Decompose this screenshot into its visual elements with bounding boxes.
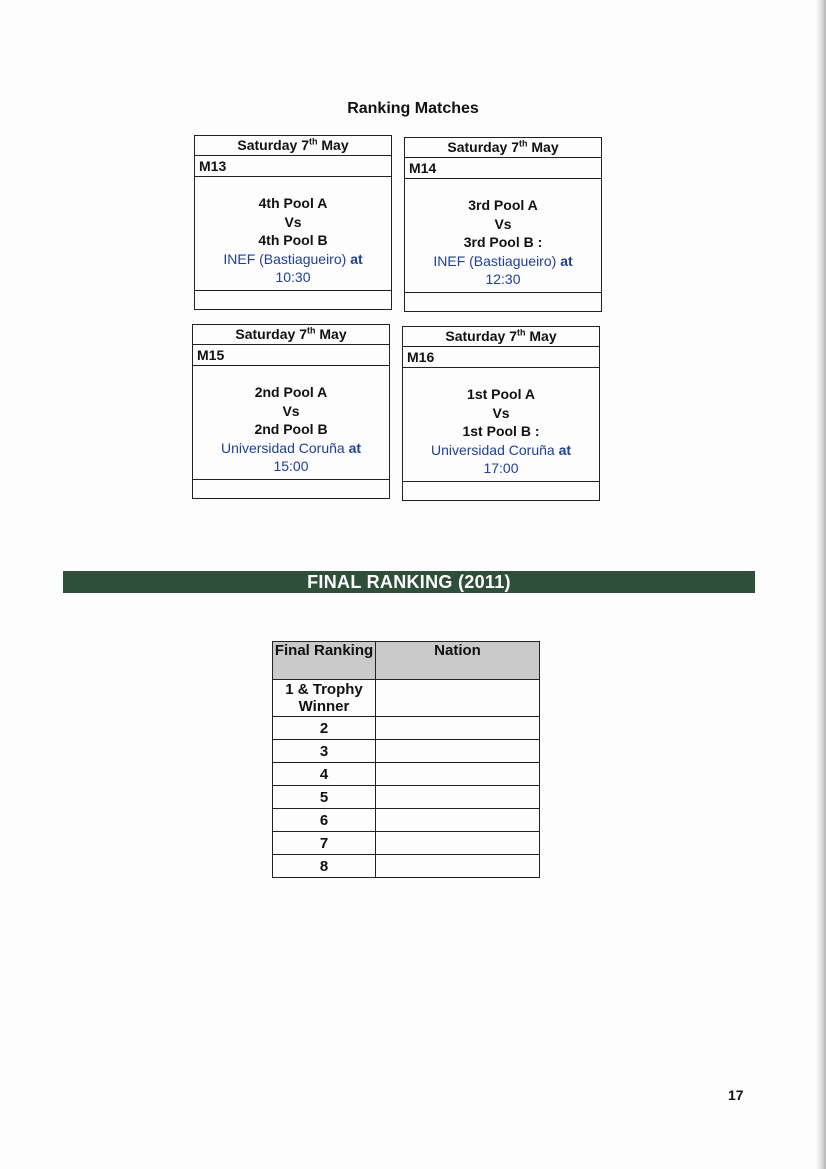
nation-cell [376, 832, 540, 855]
match-team-1: 2nd Pool A [254, 384, 328, 400]
table-row [273, 763, 540, 786]
match-time: 12:30 [485, 271, 521, 287]
page-edge-shadow [816, 0, 826, 1169]
table-row [273, 740, 540, 763]
rank-cell: 8 [273, 855, 376, 878]
table-header-row [273, 642, 540, 680]
table-row [273, 786, 540, 809]
match-footer [403, 482, 599, 501]
match-footer [195, 291, 391, 310]
match-vs: Vs [282, 402, 300, 419]
match-card-m14 [404, 137, 602, 312]
match-venue: INEF (Bastiagueiro) at [433, 252, 573, 269]
table-row [273, 855, 540, 878]
match-details [403, 368, 599, 482]
final-ranking-table [272, 641, 540, 878]
rank-cell: 4 [273, 763, 376, 786]
match-date: Saturday 7th May [195, 136, 391, 156]
match-card-m13 [194, 135, 392, 310]
match-vs: Vs [492, 404, 510, 421]
match-code: M14 [405, 158, 601, 179]
match-team-1: 4th Pool A [258, 195, 328, 211]
match-time: 15:00 [273, 458, 309, 474]
nation-cell [376, 855, 540, 878]
match-code: M15 [193, 345, 389, 366]
match-card-m15 [192, 324, 390, 499]
match-team-2: 3rd Pool B : [463, 234, 543, 250]
match-venue: Universidad Coruña at [220, 439, 362, 456]
match-time: 17:00 [483, 460, 519, 476]
match-details [195, 177, 391, 291]
rank-cell: 6 [273, 809, 376, 832]
table-row [273, 809, 540, 832]
match-card-m16 [402, 326, 600, 501]
match-team-1: 3rd Pool A [468, 197, 538, 213]
rank-cell: 1 & Trophy Winner [273, 680, 376, 717]
table-row [273, 680, 540, 717]
match-footer [193, 480, 389, 499]
match-date: Saturday 7th May [405, 138, 601, 158]
match-time: 10:30 [275, 269, 311, 285]
match-code: M13 [195, 156, 391, 177]
rank-cell: 2 [273, 717, 376, 740]
match-date: Saturday 7th May [403, 327, 599, 347]
match-venue: Universidad Coruña at [430, 441, 572, 458]
match-team-1: 1st Pool A [467, 386, 535, 402]
header-final-ranking: Final Ranking [273, 642, 376, 680]
match-details [405, 179, 601, 293]
rank-cell: 3 [273, 740, 376, 763]
match-team-2: 1st Pool B : [462, 423, 540, 439]
table-row [273, 832, 540, 855]
nation-cell [376, 786, 540, 809]
rank-cell: 7 [273, 832, 376, 855]
match-team-2: 2nd Pool B [254, 421, 328, 437]
match-venue: INEF (Bastiagueiro) at [223, 250, 363, 267]
match-team-2: 4th Pool B [258, 232, 328, 248]
rank-cell: 5 [273, 786, 376, 809]
header-nation: Nation [376, 642, 540, 680]
match-code: M16 [403, 347, 599, 368]
match-vs: Vs [284, 213, 302, 230]
nation-cell [376, 740, 540, 763]
nation-cell [376, 763, 540, 786]
nation-cell [376, 717, 540, 740]
nation-cell [376, 809, 540, 832]
match-date: Saturday 7th May [193, 325, 389, 345]
page-title: Ranking Matches [347, 100, 479, 117]
match-details [193, 366, 389, 480]
final-ranking-banner: FINAL RANKING (2011) [63, 571, 755, 593]
match-footer [405, 293, 601, 312]
table-row [273, 717, 540, 740]
page-number: 17 [728, 1087, 744, 1103]
nation-cell [376, 680, 540, 717]
match-vs: Vs [494, 215, 512, 232]
